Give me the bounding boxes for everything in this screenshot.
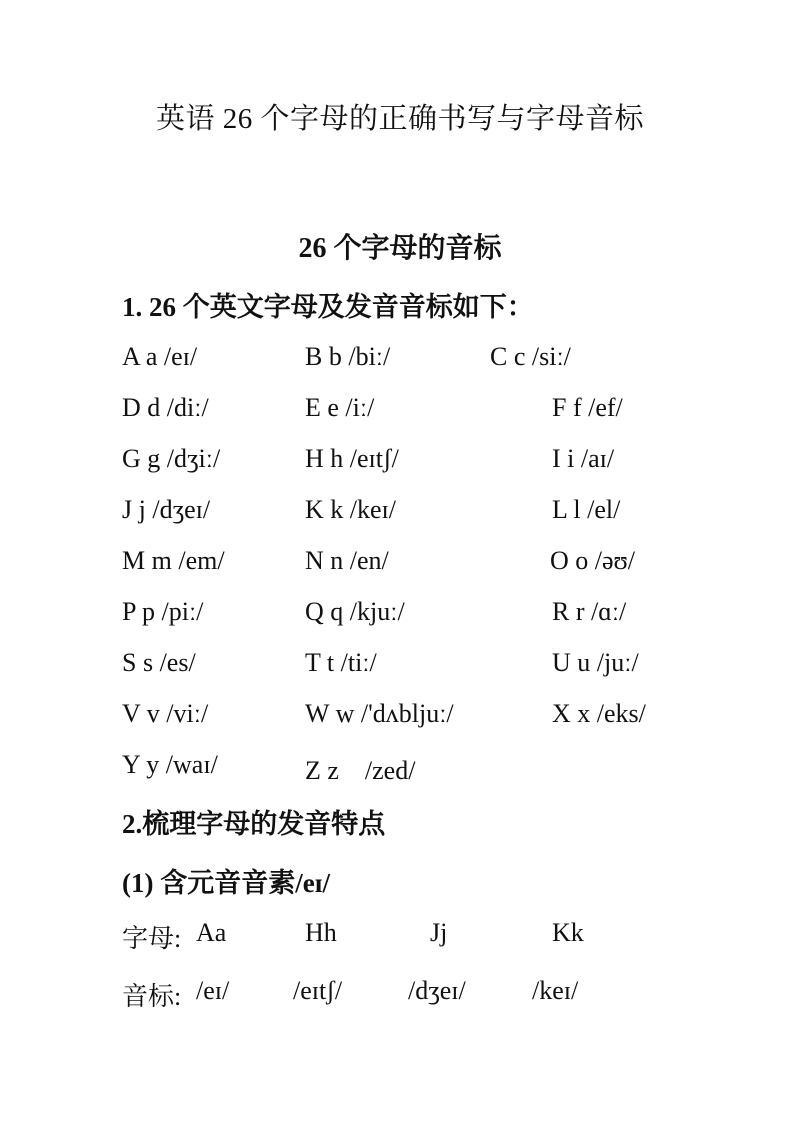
phonetic-item: /dʒeɪ/ bbox=[408, 976, 466, 1005]
alphabet-cell: H h /eɪtʃ/ bbox=[305, 444, 399, 473]
alphabet-cell: I i /aɪ/ bbox=[552, 444, 615, 473]
alphabet-cell: R r /ɑː/ bbox=[552, 597, 627, 626]
phonetics-label: 音标: bbox=[122, 982, 182, 1011]
document-title: 英语 26 个字母的正确书写与字母音标 bbox=[155, 103, 644, 135]
letter-item: Jj bbox=[430, 918, 448, 947]
section1-heading: 1. 26 个英文字母及发音音标如下： bbox=[122, 292, 534, 322]
alphabet-cell: P p /piː/ bbox=[122, 597, 204, 626]
alphabet-cell: Q q /kjuː/ bbox=[305, 597, 405, 626]
subsection1-heading: (1) 含元音音素/eɪ/ bbox=[122, 868, 330, 898]
alphabet-cell: S s /es/ bbox=[122, 648, 196, 677]
alphabet-cell: Z z /zed/ bbox=[305, 756, 416, 785]
letter-item: Hh bbox=[305, 918, 337, 947]
phonetic-item: /eɪtʃ/ bbox=[293, 976, 343, 1005]
alphabet-cell: J j /dʒeɪ/ bbox=[122, 495, 211, 524]
letter-item: Aa bbox=[196, 918, 227, 947]
phonetic-item: /eɪ/ bbox=[196, 976, 230, 1005]
alphabet-cell: B b /biː/ bbox=[305, 342, 391, 371]
alphabet-cell: W w /'dʌbljuː/ bbox=[305, 699, 454, 728]
alphabet-cell: E e /iː/ bbox=[305, 393, 375, 422]
alphabet-cell: M m /em/ bbox=[122, 546, 225, 575]
alphabet-cell: U u /juː/ bbox=[552, 648, 639, 677]
section-subtitle: 26 个字母的音标 bbox=[298, 233, 502, 264]
letter-item: Kk bbox=[552, 918, 584, 947]
alphabet-cell: D d /diː/ bbox=[122, 393, 209, 422]
alphabet-cell: K k /keɪ/ bbox=[305, 495, 396, 524]
alphabet-cell: T t /tiː/ bbox=[305, 648, 377, 677]
alphabet-cell: Y y /waɪ/ bbox=[122, 750, 218, 779]
alphabet-cell: L l /el/ bbox=[552, 495, 621, 524]
letters-label: 字母: bbox=[122, 924, 182, 953]
alphabet-cell: F f /ef/ bbox=[552, 393, 623, 422]
section2-heading: 2.梳理字母的发音特点 bbox=[122, 809, 386, 839]
alphabet-cell: O o /əʊ/ bbox=[550, 546, 636, 575]
alphabet-cell: N n /en/ bbox=[305, 546, 389, 575]
alphabet-cell: V v /viː/ bbox=[122, 699, 209, 728]
alphabet-cell: G g /dʒiː/ bbox=[122, 444, 221, 473]
alphabet-cell: X x /eks/ bbox=[552, 699, 646, 728]
alphabet-cell: C c /siː/ bbox=[490, 342, 571, 371]
alphabet-cell: A a /eɪ/ bbox=[122, 342, 198, 371]
phonetic-item: /keɪ/ bbox=[532, 976, 579, 1005]
